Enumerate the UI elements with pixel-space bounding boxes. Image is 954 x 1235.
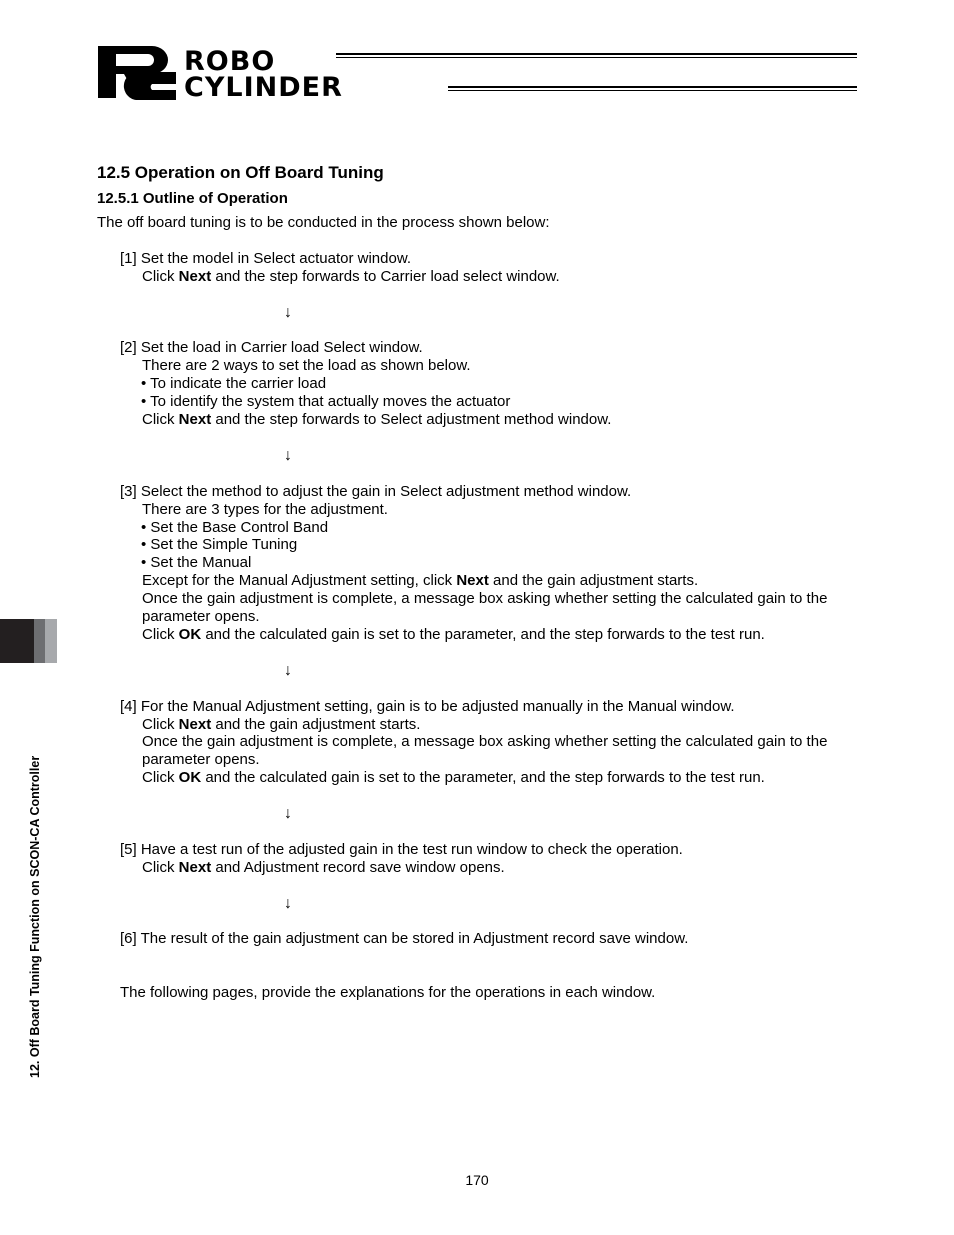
step-1-line: Click Next and the step forwards to Carrier load select window.	[142, 268, 560, 285]
step-3-line: parameter opens.	[142, 608, 260, 625]
step-3-line: There are 3 types for the adjustment.	[142, 501, 388, 518]
step-2-bullet: • To identify the system that actually moves the actuator	[141, 393, 511, 410]
down-arrow-icon: ↓	[284, 662, 292, 679]
ok-keyword: OK	[178, 626, 202, 643]
down-arrow-icon: ↓	[284, 895, 292, 912]
logo-cylinder-text: CYLINDER	[184, 72, 343, 103]
next-keyword: Next	[456, 572, 489, 589]
step-3-line: Once the gain adjustment is complete, a message box asking whether setting the calculated gain to the	[142, 590, 828, 607]
chapter-tab-marker	[0, 619, 34, 663]
step-3-bullet: • Set the Simple Tuning	[141, 536, 298, 553]
step-3-bullet: • Set the Base Control Band	[141, 519, 329, 536]
next-keyword: Next	[178, 411, 212, 428]
chapter-tab-marker	[34, 619, 45, 663]
step-2-line: [2] Set the load in Carrier load Select window.	[120, 339, 423, 356]
next-keyword: Next	[178, 716, 212, 733]
down-arrow-icon: ↓	[284, 447, 292, 464]
next-keyword: Next	[178, 268, 212, 285]
chapter-tab-marker	[45, 619, 57, 663]
header-rule	[448, 86, 857, 88]
subsection-title: 12.5.1 Outline of Operation	[97, 190, 288, 207]
closing-text: The following pages, provide the explanations for the operations in each window.	[120, 984, 656, 1001]
ok-keyword: OK	[178, 769, 202, 786]
step-3-line: Except for the Manual Adjustment setting, click Next and the gain adjustment starts.	[142, 572, 699, 589]
header-rule	[336, 57, 857, 58]
intro-text: The off board tuning is to be conducted in the process shown below:	[97, 214, 550, 231]
step-5-line: [5] Have a test run of the adjusted gain in the test run window to check the operation.	[120, 841, 683, 858]
step-2-line: There are 2 ways to set the load as shown below.	[142, 357, 471, 374]
header-rule	[336, 53, 857, 55]
step-4-line: parameter opens.	[142, 751, 260, 768]
step-2-line: Click Next and the step forwards to Select adjustment method window.	[142, 411, 612, 428]
header-rule	[448, 90, 857, 91]
logo-robo-text: ROBO	[184, 46, 276, 77]
step-2-bullet: • To indicate the carrier load	[141, 375, 327, 392]
down-arrow-icon: ↓	[284, 805, 292, 822]
section-title: 12.5 Operation on Off Board Tuning	[97, 163, 384, 182]
step-3-bullet: • Set the Manual	[141, 554, 252, 571]
step-5-line: Click Next and Adjustment record save window opens.	[142, 859, 505, 876]
next-keyword: Next	[178, 859, 212, 876]
step-4-line: Click Next and the gain adjustment starts.	[142, 716, 421, 733]
page-number: 170	[465, 1172, 489, 1188]
rc-logo-icon	[96, 44, 180, 100]
step-6-line: [6] The result of the gain adjustment can be stored in Adjustment record save window.	[120, 930, 689, 947]
step-4-line: Once the gain adjustment is complete, a message box asking whether setting the calculated gain to the	[142, 733, 828, 750]
down-arrow-icon: ↓	[284, 304, 292, 321]
step-4-line: Click OK and the calculated gain is set to the parameter, and the step forwards to the test run.	[142, 769, 765, 786]
chapter-side-label: 12. Off Board Tuning Function on SCON-CA Controller	[28, 755, 42, 1078]
step-1-line: [1] Set the model in Select actuator window.	[120, 250, 411, 267]
step-3-line: [3] Select the method to adjust the gain in Select adjustment method window.	[120, 483, 632, 500]
step-4-line: [4] For the Manual Adjustment setting, gain is to be adjusted manually in the Manual window.	[120, 698, 735, 715]
step-3-line: Click OK and the calculated gain is set to the parameter, and the step forwards to the test run.	[142, 626, 765, 643]
